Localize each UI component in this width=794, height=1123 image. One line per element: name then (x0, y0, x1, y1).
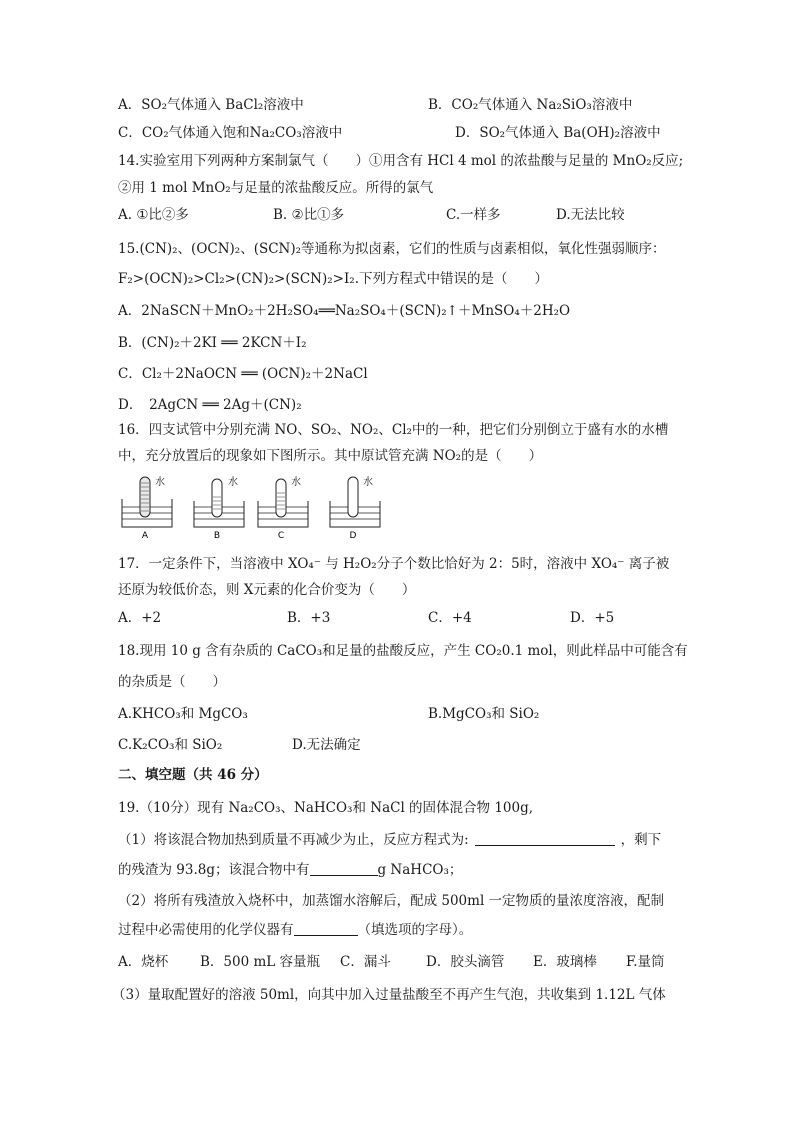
q17-stem-line2: 还原为较低价态，则 X元素的化合价变为（ ） (118, 582, 416, 598)
q19-part1-line1 (118, 831, 661, 849)
label-c: C (277, 531, 285, 541)
q19-part1-line2 (118, 861, 462, 879)
q13-option-c: C．CO₂气体通入饱和Na₂CO₃溶液中 (118, 125, 343, 141)
trough-a (122, 475, 172, 541)
q13-option-d: D．SO₂气体通入 Ba(OH)₂溶液中 (455, 125, 661, 141)
test-tube-figure (118, 471, 398, 541)
q19-part1-tail: ，剩下 (620, 832, 662, 848)
q15-option-c: C．Cl₂＋2NaOCN ══ (OCN)₂＋2NaCl (118, 366, 368, 382)
q18-option-d: D.无法确定 (292, 737, 361, 753)
q19-part1-unit: g NaHCO₃； (377, 862, 463, 878)
q18-stem-line1: 18.现用 10 g 含有杂质的 CaCO₃和足量的盐酸反应，产生 CO₂0.1 mol，则此样品中可能含有 (118, 643, 688, 659)
q13-option-a: A．SO₂气体通入 BaCl₂溶液中 (118, 97, 304, 113)
q15-option-d: D． 2AgCN ══ 2Ag＋(CN)₂ (118, 397, 302, 413)
q15-stem-line1: 15.(CN)₂、(OCN)₂、(SCN)₂等通称为拟卤素，它们的性质与卤素相似，氧化性强弱顺序： (118, 241, 666, 257)
water-label-c: 水 (291, 477, 301, 488)
q17-option-b: B．+3 (287, 610, 331, 626)
q17-stem-line1: 17．一定条件下，当溶液中 XO₄⁻ 与 H₂O₂分子个数比恰好为 2：5时，溶液中 XO₄⁻ 离子被 (118, 556, 670, 572)
q16-stem-line1: 16．四支试管中分别充满 NO、SO₂、NO₂、Cl₂中的一种，把它们分别倒立于盛有水的水槽 (118, 422, 669, 438)
trough-b (194, 475, 244, 541)
q15-stem-line2: F₂>(OCN)₂>Cl₂>(CN)₂>(SCN)₂>I₂.下列方程式中错误的是（ ） (118, 271, 549, 287)
q15-option-b: B．(CN)₂＋2KI ══ 2KCN＋I₂ (118, 335, 307, 351)
trough-c (258, 475, 308, 541)
q19-nahco3-blank[interactable] (310, 861, 378, 876)
q19-part3-line1: （3）量取配置好的溶液 50ml，向其中加入过量盐酸至不再产生气泡，共收集到 1.12L 气体 (112, 987, 666, 1003)
q19-instrument-blank[interactable] (294, 921, 358, 936)
q19-part2-text: 过程中必需使用的化学仪器有 (118, 922, 294, 938)
q13-option-b: B．CO₂气体通入 Na₂SiO₃溶液中 (428, 97, 633, 113)
trough-d (330, 475, 380, 541)
q14-option-c: C.一样多 (446, 207, 501, 223)
q19-option-e: E．玻璃棒 (533, 954, 597, 970)
section-title-fill-in: 二、填空题（共 46 分） (118, 767, 268, 783)
q14-option-a: A. ①比②多 (118, 207, 189, 223)
q15-option-a: A．2NaSCN＋MnO₂＋2H₂SO₄══Na₂SO₄＋(SCN)₂↑＋MnSO₄＋2H₂O (118, 303, 571, 319)
q18-stem-line2: 的杂质是（ ） (118, 674, 226, 690)
q14-stem-line2: ②用 1 mol MnO₂与足量的浓盐酸反应。所得的氯气 (118, 180, 434, 196)
q17-option-a: A．+2 (118, 610, 162, 626)
q17-option-d: D．+5 (570, 610, 615, 626)
water-label-a: 水 (155, 477, 165, 488)
label-b: B (213, 531, 221, 541)
q19-part2-tail: （填选项的字母）。 (357, 922, 473, 938)
q18-option-a: A.KHCO₃和 MgCO₃ (118, 706, 248, 722)
q14-option-d: D.无法比较 (556, 207, 625, 223)
q19-stem: 19.（10分）现有 Na₂CO₃、NaHCO₃和 NaCl 的固体混合物 100g, (118, 800, 534, 816)
q19-option-b: B．500 mL 容量瓶 (200, 954, 321, 970)
q19-option-a: A．烧杯 (118, 954, 169, 970)
q19-option-f: F.量筒 (626, 954, 665, 970)
q19-option-c: C．漏斗 (340, 954, 391, 970)
q14-stem-line1: 14.实验室用下列两种方案制氯气（ ）①用含有 HCl 4 mol 的浓盐酸与足量的 MnO₂反应; (118, 153, 684, 169)
q16-stem-line2: 中，充分放置后的现象如下图所示。其中原试管充满 NO₂的是（ ） (118, 448, 543, 464)
q19-part1-residue: 的残渣为 93.8g；该混合物中有 (118, 862, 310, 878)
label-a: A (141, 531, 149, 541)
q19-equation-blank[interactable] (475, 831, 615, 846)
q19-part2-line1: （2）将所有残渣放入烧杯中，加蒸馏水溶解后，配成 500ml 一定物质的量浓度溶液，配制 (118, 893, 665, 909)
q18-option-b: B.MgCO₃和 SiO₂ (428, 706, 540, 722)
q17-option-c: C．+4 (428, 610, 472, 626)
q14-option-b: B. ②比①多 (273, 207, 345, 223)
q19-part1-text: （1）将该混合物加热到质量不再减少为止，反应方程式为: (118, 832, 469, 848)
q18-option-c: C.K₂CO₃和 SiO₂ (118, 737, 223, 753)
water-label-b: 水 (228, 477, 238, 488)
q19-part2-line2 (118, 921, 472, 939)
q19-option-d: D．胶头滴管 (426, 954, 505, 970)
water-label-d: 水 (363, 477, 373, 488)
label-d: D (349, 531, 357, 541)
